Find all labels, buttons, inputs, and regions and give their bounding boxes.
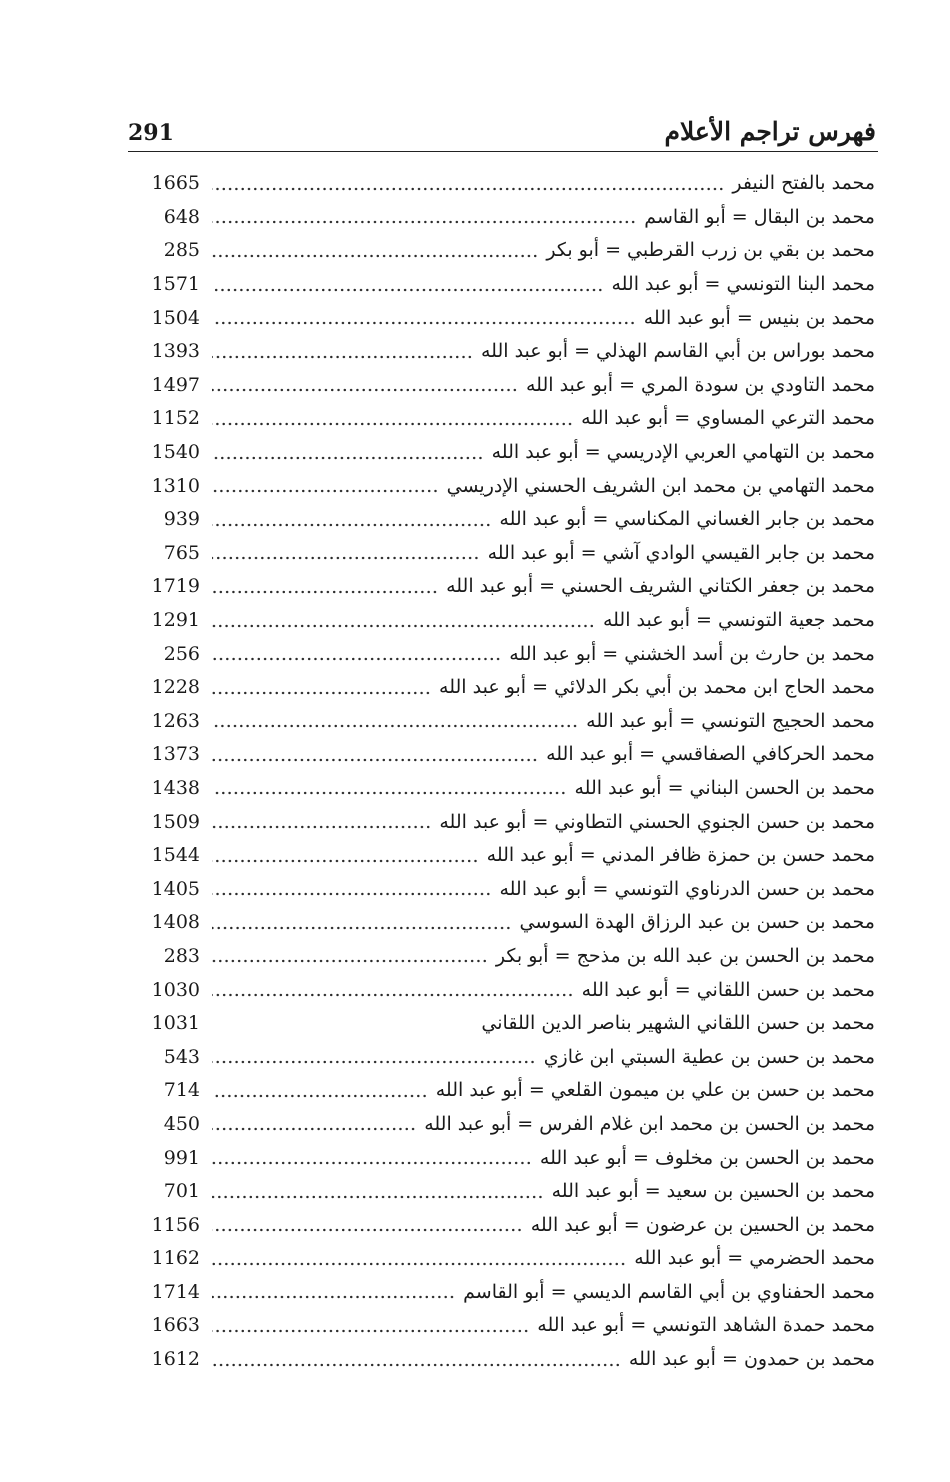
dot-leader [212, 589, 438, 595]
entry-page-number: 256 [163, 642, 200, 665]
dot-leader [212, 757, 538, 763]
page-header [128, 108, 876, 150]
index-entry [150, 839, 875, 873]
index-entry [150, 1208, 875, 1242]
entry-name: محمد بن حسن الدرناوي التونسي = أبو عبد الله [499, 877, 875, 900]
entry-page-number: 1714 [151, 1280, 200, 1303]
index-entry [150, 268, 875, 302]
dot-leader [212, 958, 488, 964]
entry-page-number: 1571 [151, 273, 200, 296]
entry-page-number: 648 [163, 205, 200, 228]
entry-page-number: 1373 [151, 743, 200, 766]
dot-leader [212, 1126, 416, 1132]
index-entry [150, 671, 875, 705]
entry-name: محمد جعية التونسي = أبو عبد الله [602, 609, 875, 632]
entry-name: محمد بن البقال = أبو القاسم [644, 205, 875, 228]
entry-page-number: 1162 [151, 1247, 200, 1270]
entry-name: محمد بن الحسين بن عرضون = أبو عبد الله [530, 1213, 875, 1236]
entry-page-number: 765 [163, 541, 200, 564]
index-entry [150, 1343, 875, 1377]
header-rule [128, 151, 878, 152]
entry-page-number: 1438 [151, 776, 200, 799]
entry-name: محمد بن بقي بن زرب القرطبي = أبو بكر [546, 239, 875, 262]
entry-page-number: 701 [163, 1180, 200, 1203]
index-entry [150, 436, 875, 470]
dot-leader [212, 858, 479, 864]
index-entry [150, 1007, 875, 1041]
dot-leader [212, 253, 538, 259]
entry-page-number: 543 [163, 1045, 200, 1068]
entry-name: محمد بن الحسن البناني = أبو عبد الله [574, 776, 875, 799]
index-entry [150, 402, 875, 436]
entry-name: محمد الحركافي الصفاقسي = أبو عبد الله [546, 743, 875, 766]
entry-name: محمد الترعي المساوي = أبو عبد الله [581, 407, 875, 430]
dot-leader [212, 824, 431, 830]
entry-name: محمد بن الحسن بن محمد ابن غلام الفرس = أبو عبد الله [424, 1112, 875, 1135]
entry-page-number: 1509 [151, 810, 200, 833]
entry-name: محمد بن جابر الغساني المكناسي = أبو عبد الله [499, 508, 875, 531]
entry-name: محمد بن حارث بن أسد الخشني = أبو عبد الله [509, 642, 875, 665]
entry-page-number: 714 [163, 1079, 200, 1102]
index-entry [150, 1276, 875, 1310]
dot-leader [212, 522, 491, 528]
dot-leader [212, 1194, 544, 1200]
index-entry [150, 1242, 875, 1276]
index-entry [150, 1108, 875, 1142]
entry-name: محمد بن حسن اللقاني الشهير بناصر الدين اللقاني [481, 1012, 875, 1035]
entry-name: محمد التهامي بن محمد ابن الشريف الحسني الإدريسي [446, 474, 875, 497]
index-entry [150, 570, 875, 604]
index-entry [150, 805, 875, 839]
page-title: فهرس تراجم الأعلام [664, 117, 876, 146]
entry-page-number: 991 [163, 1146, 200, 1169]
dot-leader [212, 790, 566, 796]
entry-page-number: 939 [163, 508, 200, 531]
index-entry [150, 1309, 875, 1343]
dot-leader [212, 891, 491, 897]
index-entry [150, 772, 875, 806]
entry-page-number: 1504 [151, 306, 200, 329]
index-entry [150, 369, 875, 403]
entry-page-number: 1665 [151, 172, 200, 195]
dot-leader [212, 1026, 473, 1032]
index-entry [150, 872, 875, 906]
index-entry [150, 301, 875, 335]
entry-name: محمد بن الحسين بن سعيد = أبو عبد الله [551, 1180, 875, 1203]
index-entry [150, 604, 875, 638]
entry-name: محمد بن التهامي العربي الإدريسي = أبو عبد الله [491, 441, 875, 464]
dot-leader [212, 1059, 536, 1065]
index-entry [150, 1074, 875, 1108]
index-entry [150, 469, 875, 503]
index-entry [150, 906, 875, 940]
entry-page-number: 1612 [151, 1348, 200, 1371]
entry-page-number: 1031 [151, 1012, 200, 1035]
dot-leader [212, 623, 595, 629]
dot-leader [212, 992, 574, 998]
entry-name: محمد الحضرمي = أبو عبد الله [634, 1247, 875, 1270]
index-entry [150, 738, 875, 772]
dot-leader [212, 186, 724, 192]
entry-name: محمد بن جابر القيسي الوادي آشي = أبو عبد الله [487, 541, 875, 564]
dot-leader [212, 1261, 626, 1267]
entry-page-number: 1719 [151, 575, 200, 598]
index-entry [150, 537, 875, 571]
dot-leader [212, 723, 578, 729]
index-entry [150, 167, 875, 201]
entry-page-number: 1030 [151, 978, 200, 1001]
entry-name: محمد بن حسن اللقاني = أبو عبد الله [581, 978, 875, 1001]
entry-page-number: 1228 [151, 676, 200, 699]
entry-page-number: 283 [163, 944, 200, 967]
entry-name: محمد حسن بن حمزة ظافر المدني = أبو عبد الله [486, 844, 875, 867]
entry-name: محمد بن حسن الجنوي الحسني التطاوني = أبو عبد الله [439, 810, 875, 833]
entry-name: محمد بن حسن بن علي بن ميمون القلعي = أبو عبد الله [435, 1079, 875, 1102]
entry-name: محمد بن بنيس = أبو عبد الله [643, 306, 875, 329]
dot-leader [212, 1227, 523, 1233]
entry-page-number: 1393 [151, 340, 200, 363]
dot-leader [212, 1160, 532, 1166]
dot-leader [212, 219, 636, 225]
dot-leader [212, 287, 603, 293]
index-entry [150, 201, 875, 235]
entry-page-number: 1291 [151, 609, 200, 632]
entry-name: محمد التاودي بن سودة المري = أبو عبد الله [525, 373, 875, 396]
entry-page-number: 1408 [151, 911, 200, 934]
entry-page-number: 1310 [151, 474, 200, 497]
index-entry [150, 1175, 875, 1209]
entry-name: محمد بالفتح النيفر [732, 172, 875, 195]
index-entry [150, 335, 875, 369]
entry-page-number: 450 [163, 1112, 200, 1135]
index-entries-list [150, 167, 875, 1376]
dot-leader [212, 421, 573, 427]
dot-leader [212, 1294, 455, 1300]
index-entry [150, 234, 875, 268]
dot-leader [212, 320, 636, 326]
dot-leader [212, 387, 518, 393]
entry-page-number: 1663 [151, 1314, 200, 1337]
index-entry [150, 1040, 875, 1074]
dot-leader [212, 1362, 621, 1368]
dot-leader [212, 925, 512, 931]
dot-leader [212, 455, 484, 461]
entry-page-number: 1544 [151, 844, 200, 867]
entry-name: محمد بن حسن بن عطية السبتي ابن غازي [543, 1045, 875, 1068]
entry-page-number: 285 [163, 239, 200, 262]
index-entry [150, 973, 875, 1007]
index-entry [150, 1141, 875, 1175]
entry-page-number: 1405 [151, 877, 200, 900]
entry-name: محمد البنا التونسي = أبو عبد الله [611, 273, 875, 296]
index-entry [150, 940, 875, 974]
index-entry [150, 705, 875, 739]
entry-name: محمد بن الحسن بن عبد الله بن مذحج = أبو بكر [495, 944, 875, 967]
entry-page-number: 1540 [151, 441, 200, 464]
dot-leader [212, 354, 473, 360]
page-number: 291 [128, 120, 174, 146]
entry-name: محمد بن جعفر الكتاني الشريف الحسني = أبو عبد الله [446, 575, 875, 598]
entry-page-number: 1156 [151, 1213, 200, 1236]
dot-leader [212, 488, 439, 494]
entry-name: محمد بن حسن بن عبد الرزاق الهدة السوسي [519, 911, 875, 934]
entry-name: محمد بوراس بن أبي القاسم الهذلي = أبو عبد الله [480, 340, 875, 363]
entry-page-number: 1497 [151, 373, 200, 396]
entry-name: محمد حمدة الشاهد التونسي = أبو عبد الله [537, 1314, 875, 1337]
index-entry [150, 503, 875, 537]
dot-leader [212, 1093, 428, 1099]
dot-leader [212, 690, 431, 696]
index-entry [150, 637, 875, 671]
entry-name: محمد الحاج ابن محمد بن أبي بكر الدلائي = أبو عبد الله [439, 676, 875, 699]
entry-name: محمد بن حمدون = أبو عبد الله [628, 1348, 875, 1371]
entry-page-number: 1263 [151, 709, 200, 732]
entry-page-number: 1152 [151, 407, 200, 430]
entry-name: محمد الحجيج التونسي = أبو عبد الله [586, 709, 875, 732]
dot-leader [212, 1328, 529, 1334]
entry-name: محمد بن الحسن بن مخلوف = أبو عبد الله [539, 1146, 875, 1169]
dot-leader [212, 656, 501, 662]
entry-name: محمد الحفناوي بن أبي القاسم الديسي = أبو القاسم [463, 1280, 875, 1303]
dot-leader [212, 555, 480, 561]
